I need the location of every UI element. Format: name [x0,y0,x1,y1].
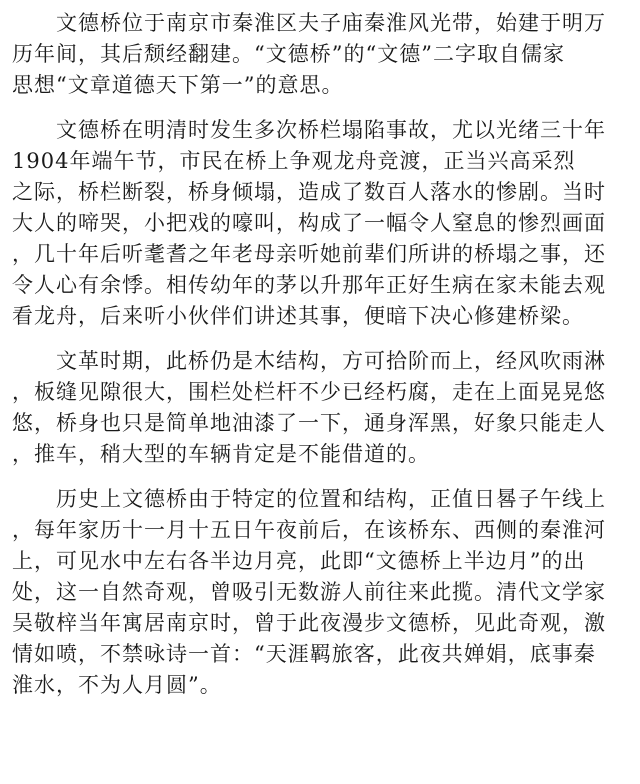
text-line: 吴敬梓当年寓居南京时，曾于此夜漫步文德桥，见此奇观，激 [12,611,606,635]
text-line: 上，可见水中左右各半边月亮，此即“文德桥上半边月”的出 [12,549,586,573]
text-line: 悠，桥身也只是简单地油漆了一下，通身浑黑，好象只能走人 [12,411,606,435]
text-line: 看龙舟，后来听小伙伴们讲述其事，便暗下决心修建桥梁。 [12,304,584,328]
text-line: ，每年家历十一月十五日午夜前后，在该桥东、西侧的秦淮河 [12,518,606,542]
text-line: 文革时期，此桥仍是木结构，方可拾阶而上，经风吹雨淋 [12,349,606,373]
text-line: 文德桥位于南京市秦淮区夫子庙秦淮风光带，始建于明万 [12,11,606,35]
text-line: 情如喷，不禁咏诗一首：“天涯羁旅客，此夜共婵娟，底事秦 [12,642,596,666]
paragraph-3 [12,346,634,470]
paragraph-1 [12,8,634,101]
text-line: 处，这一自然奇观，曾吸引无数游人前往来此揽。清代文学家 [12,580,606,604]
text-line: 1904年端午节，市民在桥上争观龙舟竞渡，正当兴高采烈 [12,149,576,173]
text-line: 历年间，其后颓经翻建。“文德桥”的“文德”二字取自儒家 [12,42,565,66]
text-line: 之际，桥栏断裂，桥身倾塌，造成了数百人落水的惨剧。当时 [12,180,606,204]
text-line: 淮水，不为人月圆”。 [12,673,222,697]
text-line: 思想“文章道德天下第一”的意思。 [12,73,344,97]
text-line: 令人心有余悸。相传幼年的茅以升那年正好生病在家未能去观 [12,273,606,297]
paragraph-4 [12,484,634,701]
text-line: ，几十年后听耄耆之年老母亲听她前辈们所讲的桥塌之事，还 [12,242,606,266]
text-line: 历史上文德桥由于特定的位置和结构，正值日晷子午线上 [12,487,606,511]
text-line: ，板缝见隙很大，围栏处栏杆不少已经朽腐，走在上面晃晃悠 [12,380,606,404]
text-line: 大人的啼哭，小把戏的嚎叫，构成了一幅令人窒息的惨烈画面 [12,211,606,235]
article-body [12,8,634,715]
text-line: ，推车，稍大型的车辆肯定是不能借道的。 [12,442,430,466]
text-line: 文德桥在明清时发生多次桥栏塌陷事故，尤以光绪三十年 [12,118,606,142]
paragraph-2 [12,115,634,332]
